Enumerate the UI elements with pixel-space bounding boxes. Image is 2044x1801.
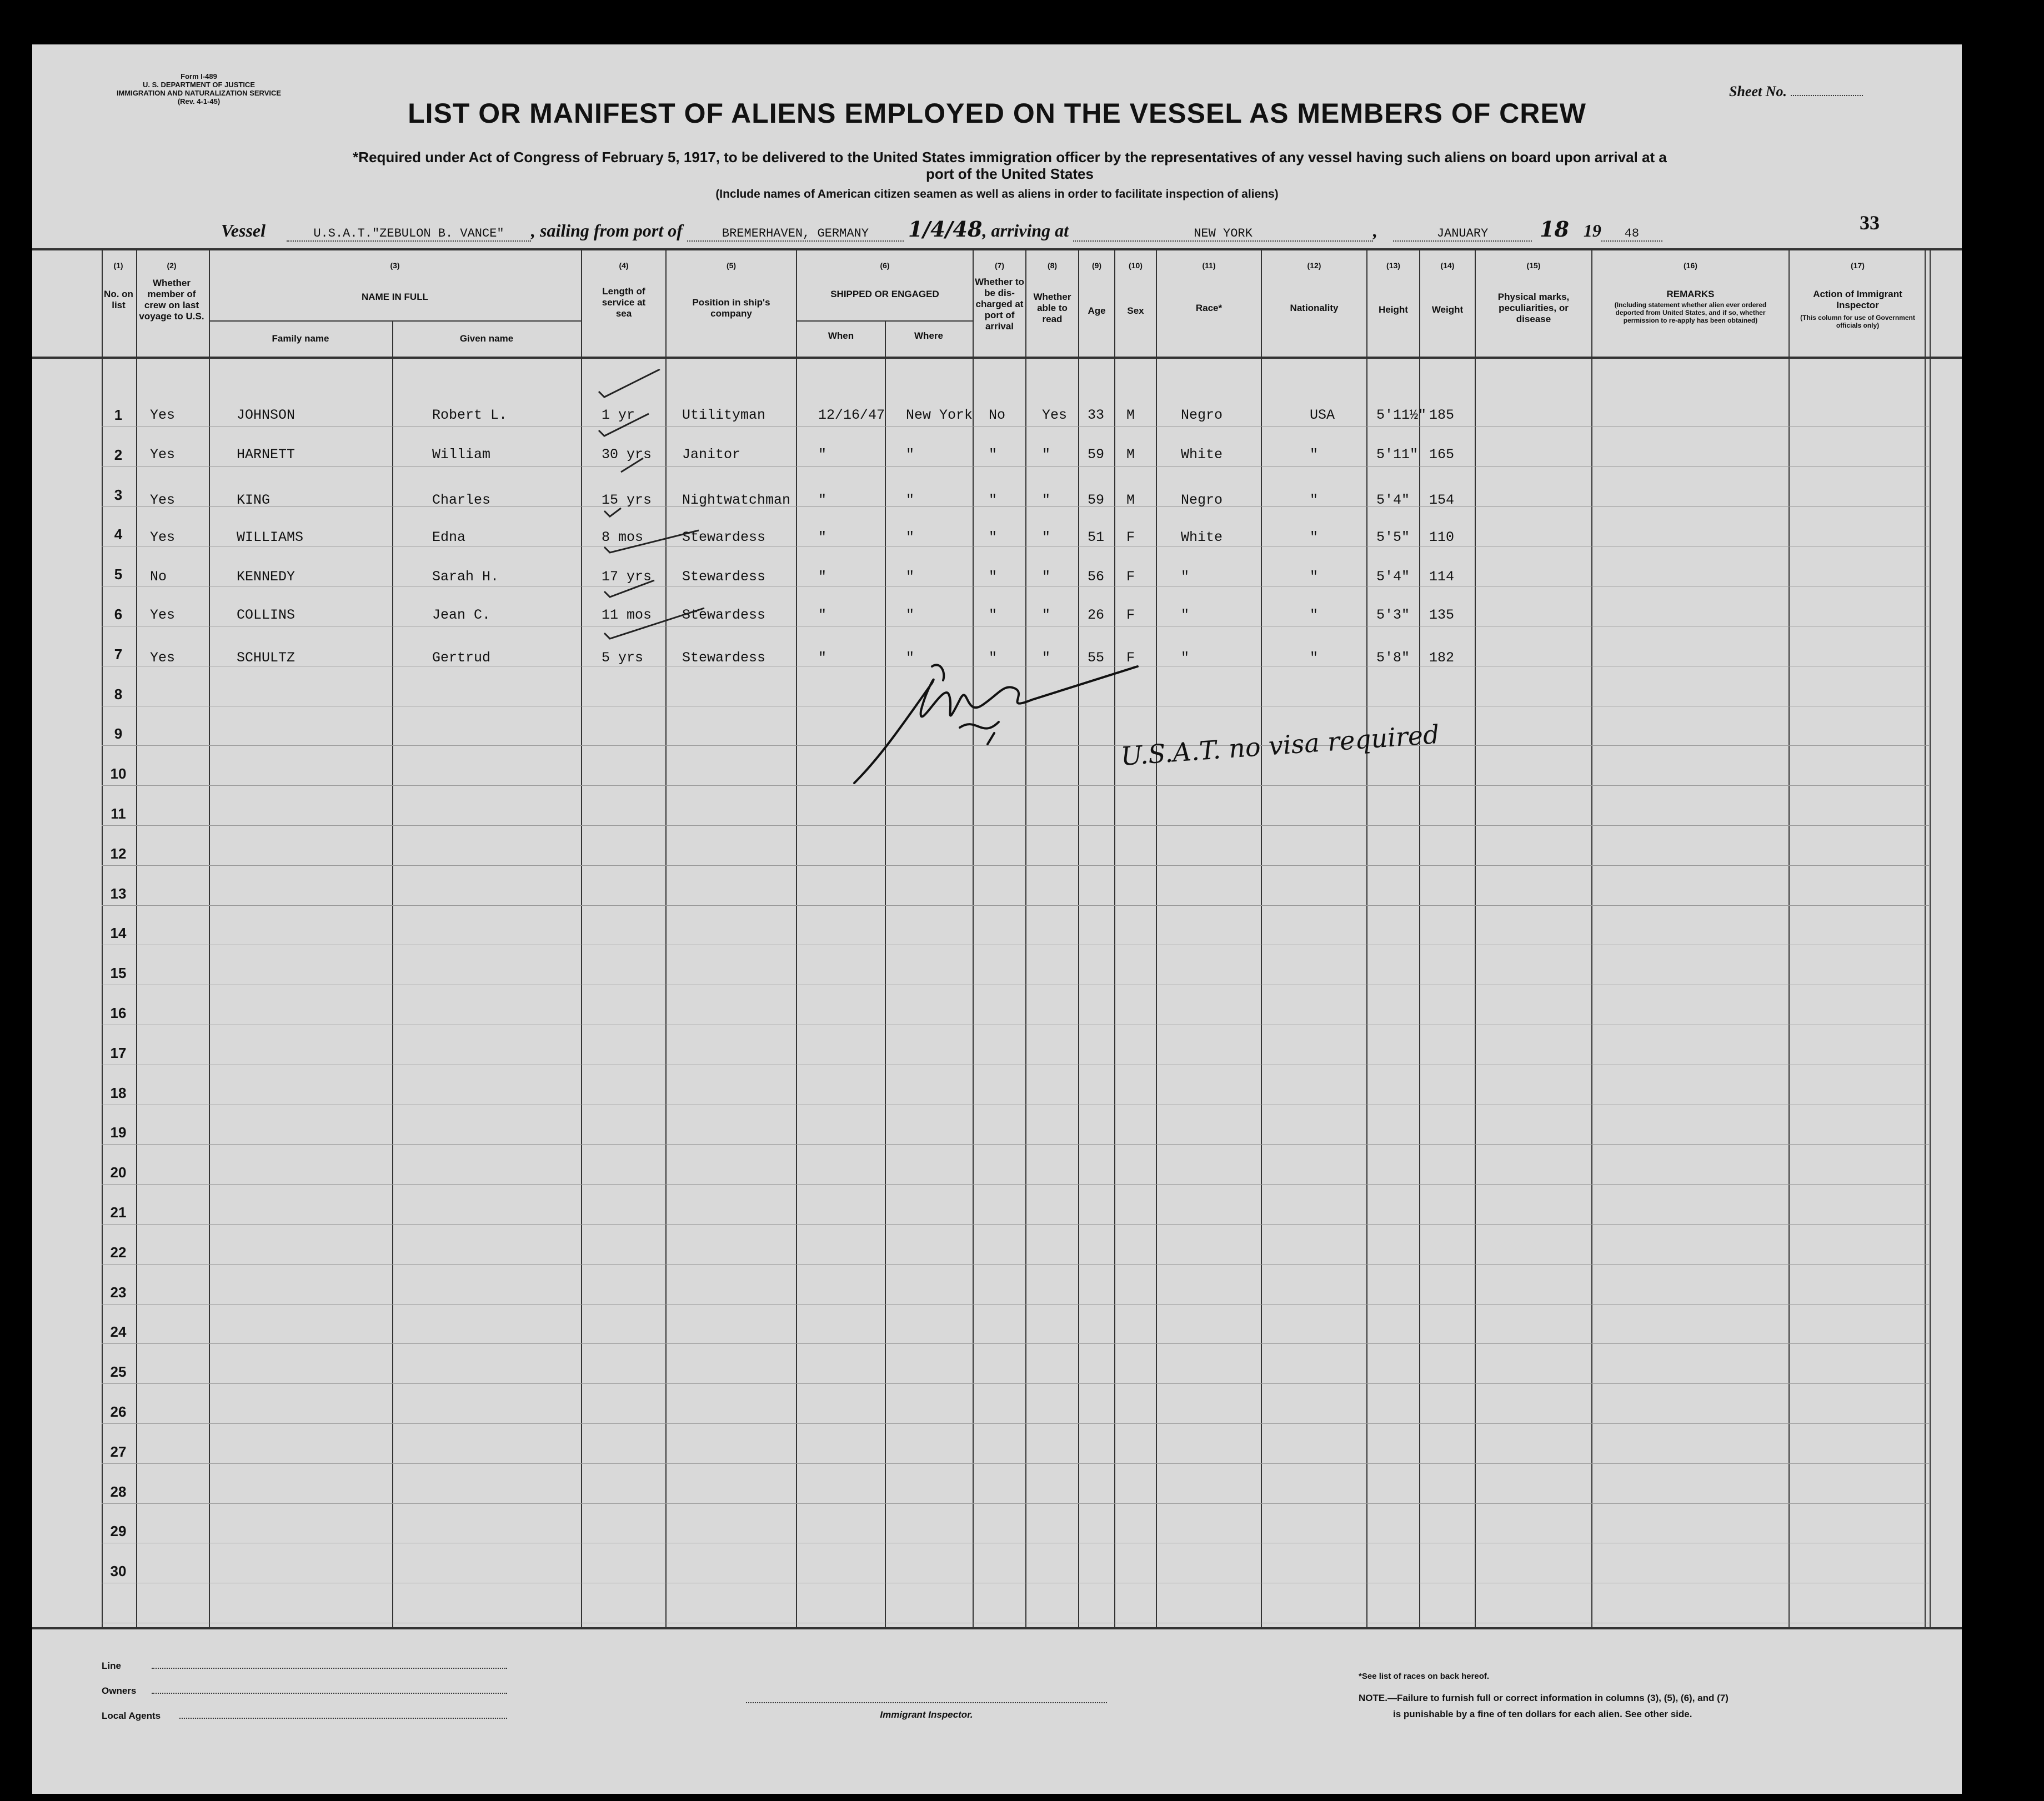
ruled-line xyxy=(102,1383,1929,1384)
where-header: Where xyxy=(914,330,943,341)
col4-header: Length of service at sea xyxy=(602,286,646,319)
footer-agents-row xyxy=(102,1710,507,1722)
sailing-date-handwritten: 1/4/48 xyxy=(908,217,983,242)
vessel-label: Vessel xyxy=(221,220,265,240)
row-number: 19 xyxy=(110,1124,127,1141)
crew-able-to-read: " xyxy=(1042,529,1051,545)
crew-given-name: Gertrud xyxy=(432,650,491,666)
sheet-label: Sheet No. xyxy=(1729,83,1787,99)
ruled-line xyxy=(102,1423,1929,1424)
ruled-line xyxy=(102,1264,1929,1265)
crew-family-name: KING xyxy=(237,492,270,508)
crew-family-name: HARNETT xyxy=(237,447,295,463)
crew-length-of-service: 30 yrs xyxy=(602,447,652,463)
column-divider xyxy=(1419,248,1420,1628)
crew-weight: 154 xyxy=(1429,492,1455,508)
row-number: 21 xyxy=(110,1204,127,1221)
crew-height: 5'11½" xyxy=(1376,407,1427,423)
crew-age: 51 xyxy=(1088,529,1105,545)
crew-able-to-read: " xyxy=(1042,569,1051,585)
crew-position: Nightwatchman xyxy=(682,492,791,508)
sheet-number-field[interactable] xyxy=(1791,95,1863,96)
sailing-label: , sailing from port of xyxy=(531,220,683,240)
col16-number: (16) xyxy=(1684,261,1697,270)
crew-length-of-service: 8 mos xyxy=(602,529,644,545)
crew-height: 5'4" xyxy=(1376,569,1410,585)
row-number: 15 xyxy=(110,965,127,981)
footer-note-1: NOTE.—Failure to furnish full or correct information in columns (3), (5), (6), and (7) xyxy=(1359,1693,1729,1703)
col14-header: Weight xyxy=(1431,304,1464,315)
footer-owners-row xyxy=(102,1685,507,1697)
crew-nationality: " xyxy=(1310,569,1319,585)
footer-note-2: is punishable by a fine of ten dollars for each alien. See other side. xyxy=(1393,1709,1692,1719)
crew-given-name: Edna xyxy=(432,529,466,545)
crew-race: White xyxy=(1181,529,1223,545)
agents-label: Local Agents xyxy=(102,1710,161,1721)
column-divider xyxy=(973,248,974,1628)
column-divider xyxy=(1591,248,1592,1628)
column-divider xyxy=(1156,248,1157,1628)
given-name-header: Given name xyxy=(459,333,514,344)
col10-header: Sex xyxy=(1127,305,1144,316)
row-number: 12 xyxy=(110,845,127,862)
crew-member-last-voyage: Yes xyxy=(150,407,176,423)
crew-family-name: COLLINS xyxy=(237,607,295,623)
crew-shipped-where: " xyxy=(906,569,915,585)
crew-given-name: Sarah H. xyxy=(432,569,499,585)
row-number: 5 xyxy=(114,566,123,583)
col2-number: (2) xyxy=(167,261,177,270)
subtitle-line-2: port of the United States xyxy=(926,165,1094,182)
crew-shipped-where: " xyxy=(906,607,915,623)
crew-shipped-when: " xyxy=(818,492,827,508)
column-divider xyxy=(1114,248,1115,1628)
column-divider xyxy=(796,248,797,1628)
column-divider xyxy=(1366,248,1367,1628)
row-number: 26 xyxy=(110,1403,127,1420)
crew-age: 59 xyxy=(1088,447,1105,463)
form-note: (Include names of American citizen seamen as well as aliens in order to facilitate inspection of aliens) xyxy=(715,188,1279,200)
when-header: When xyxy=(828,330,854,341)
crew-race: " xyxy=(1181,607,1190,623)
row-number: 9 xyxy=(114,725,123,742)
column-divider xyxy=(1925,248,1926,1628)
crew-shipped-when: " xyxy=(818,607,827,623)
crew-given-name: William xyxy=(432,447,491,463)
col11-number: (11) xyxy=(1202,261,1216,270)
table-top-border xyxy=(32,248,1962,250)
row-number: 20 xyxy=(110,1164,127,1181)
column-divider xyxy=(885,320,886,1628)
crew-member-last-voyage: Yes xyxy=(150,529,176,545)
form-subtitle xyxy=(132,149,1887,182)
crew-race: " xyxy=(1181,650,1190,666)
col5-number: (5) xyxy=(726,261,737,270)
column-divider xyxy=(1788,248,1790,1628)
crew-family-name: SCHULTZ xyxy=(237,650,295,666)
crew-nationality: USA xyxy=(1310,407,1335,423)
crew-age: 56 xyxy=(1088,569,1105,585)
crew-nationality: " xyxy=(1310,447,1319,463)
crew-position: Stewardess xyxy=(682,529,766,545)
crew-length-of-service: 11 mos xyxy=(602,607,652,623)
ruled-line xyxy=(102,865,1929,866)
ruled-line xyxy=(102,825,1929,826)
col17-number: (17) xyxy=(1851,261,1865,270)
page-title: LIST OR MANIFEST OF ALIENS EMPLOYED ON THE VESSEL AS MEMBERS OF CREW xyxy=(408,98,1586,129)
row-number: 2 xyxy=(114,447,123,463)
crew-able-to-read: Yes xyxy=(1042,407,1068,423)
crew-age: 59 xyxy=(1088,492,1105,508)
col7-header: Whether to be dis-charged at port of arrival xyxy=(975,277,1024,332)
crew-weight: 182 xyxy=(1429,650,1455,666)
crew-position: Utilityman xyxy=(682,407,766,423)
crew-weight: 114 xyxy=(1429,569,1455,585)
crew-length-of-service: 15 yrs xyxy=(602,492,652,508)
column-divider xyxy=(102,248,103,1628)
crew-given-name: Robert L. xyxy=(432,407,508,423)
ruled-line xyxy=(102,466,1929,467)
department-name: U. S. DEPARTMENT OF JUSTICE xyxy=(143,81,255,89)
crew-sex: F xyxy=(1126,529,1135,545)
column-divider xyxy=(209,248,210,1628)
col14-number: (14) xyxy=(1440,261,1455,270)
ruled-line xyxy=(102,905,1929,906)
crew-family-name: WILLIAMS xyxy=(237,529,304,545)
crew-discharged: " xyxy=(989,492,998,508)
crew-discharged: " xyxy=(989,529,998,545)
crew-shipped-when: " xyxy=(818,447,827,463)
column-divider xyxy=(581,248,582,1628)
col17-header: Action of Immigrant Inspector xyxy=(1813,289,1902,310)
crew-shipped-when: " xyxy=(818,569,827,585)
crew-shipped-when: " xyxy=(818,529,827,545)
crew-height: 5'11" xyxy=(1376,447,1419,463)
crew-length-of-service: 1 yr xyxy=(602,407,635,423)
month-field[interactable]: JANUARY xyxy=(1393,227,1532,242)
crew-member-last-voyage: Yes xyxy=(150,447,176,463)
ruled-line xyxy=(102,1503,1929,1504)
col3-header: NAME IN FULL xyxy=(362,292,428,302)
crew-discharged: No xyxy=(989,407,1006,423)
crew-race: Negro xyxy=(1181,492,1223,508)
row-number: 25 xyxy=(110,1363,127,1380)
page-number: 33 xyxy=(1860,212,1880,234)
ruled-line xyxy=(102,1343,1929,1344)
agents-field[interactable] xyxy=(179,1718,507,1719)
year-prefix: 19 xyxy=(1583,220,1601,240)
vessel-field[interactable]: U.S.A.T."ZEBULON B. VANCE" xyxy=(287,227,531,242)
col16-subheader: (Including statement whether alien ever ordered deported from United States, and if so, whether permission to re-apply has been obtained) xyxy=(1614,301,1767,324)
crew-race: " xyxy=(1181,569,1190,585)
row-number: 13 xyxy=(110,885,127,902)
crew-family-name: KENNEDY xyxy=(237,569,295,585)
crew-sex: F xyxy=(1126,650,1135,666)
ruled-line xyxy=(102,1144,1929,1145)
crew-member-last-voyage: Yes xyxy=(150,607,176,623)
row-number: 10 xyxy=(110,765,127,782)
line-field[interactable] xyxy=(152,1668,507,1669)
col9-number: (9) xyxy=(1091,261,1102,270)
crew-position: Stewardess xyxy=(682,607,766,623)
row-number: 16 xyxy=(110,1005,127,1021)
crew-nationality: " xyxy=(1310,529,1319,545)
crew-position: Stewardess xyxy=(682,569,766,585)
sailing-from-field[interactable]: BREMERHAVEN, GERMANY xyxy=(687,227,904,242)
row-number: 3 xyxy=(114,486,123,503)
checkmark-icon xyxy=(599,414,649,436)
crew-height: 5'5" xyxy=(1376,529,1410,545)
line-label: Line xyxy=(102,1660,121,1671)
row-number: 23 xyxy=(110,1284,127,1301)
col6-number: (6) xyxy=(880,261,890,270)
row-number: 27 xyxy=(110,1443,127,1460)
crew-able-to-read: " xyxy=(1042,607,1051,623)
col4-number: (4) xyxy=(619,261,629,270)
col17-subheader: (This column for use of Government officials only) xyxy=(1800,314,1915,329)
col8-number: (8) xyxy=(1047,261,1058,270)
owners-field[interactable] xyxy=(152,1693,507,1694)
crew-height: 5'4" xyxy=(1376,492,1410,508)
row-number: 8 xyxy=(114,686,123,703)
service-name: IMMIGRATION AND NATURALIZATION SERVICE xyxy=(116,89,282,97)
crew-member-last-voyage: No xyxy=(150,569,167,585)
checkmark-icon xyxy=(604,530,699,553)
col15-header: Physical marks, peculiarities, or disease xyxy=(1497,292,1570,324)
crew-given-name: Jean C. xyxy=(432,607,491,623)
row-number: 28 xyxy=(110,1483,127,1500)
form-number: Form I-489 xyxy=(181,72,217,81)
col16-header: REMARKS xyxy=(1666,289,1715,299)
row-number: 18 xyxy=(110,1085,127,1101)
subtitle-line-1: *Required under Act of Congress of February 5, 1917, to be delivered to the United States immigration officer by the representatives of any vessel having such aliens on board upon arrival at a xyxy=(353,149,1667,165)
crew-weight: 135 xyxy=(1429,607,1455,623)
year-field[interactable]: 48 xyxy=(1601,227,1662,242)
checkmark-icon xyxy=(604,580,654,597)
table-bottom-border xyxy=(32,1627,1962,1629)
column-divider xyxy=(1475,248,1476,1628)
crew-able-to-read: " xyxy=(1042,447,1051,463)
row-number: 29 xyxy=(110,1523,127,1539)
crew-discharged: " xyxy=(989,569,998,585)
crew-sex: F xyxy=(1126,607,1135,623)
checkmark-icon xyxy=(604,508,621,516)
col5-header: Position in ship's company xyxy=(692,297,770,319)
row-number: 6 xyxy=(114,606,123,623)
crew-shipped-where: " xyxy=(906,529,915,545)
manifest-sheet xyxy=(32,44,1962,1794)
inspector-label: Immigrant Inspector. xyxy=(880,1709,973,1720)
family-name-header: Family name xyxy=(272,333,329,344)
inspector-signature-line[interactable] xyxy=(746,1702,1107,1703)
crew-weight: 185 xyxy=(1429,407,1455,423)
ruled-line xyxy=(102,1224,1929,1225)
owners-label: Owners xyxy=(102,1685,137,1696)
crew-family-name: JOHNSON xyxy=(237,407,295,423)
col13-number: (13) xyxy=(1386,261,1400,270)
crew-age: 26 xyxy=(1088,607,1105,623)
crew-race: Negro xyxy=(1181,407,1223,423)
column-divider xyxy=(392,320,393,1628)
row-number: 7 xyxy=(114,646,123,663)
arriving-at-field[interactable]: NEW YORK xyxy=(1073,227,1373,242)
crew-shipped-where: " xyxy=(906,492,915,508)
row-number: 22 xyxy=(110,1244,127,1261)
crew-weight: 165 xyxy=(1429,447,1455,463)
inspector-signature xyxy=(849,650,1149,794)
form-revision: (Rev. 4-1-45) xyxy=(177,97,221,106)
arriving-label: , arriving at xyxy=(982,220,1069,240)
crew-member-last-voyage: Yes xyxy=(150,650,176,666)
checkmark-icon xyxy=(599,369,660,397)
row-number: 1 xyxy=(114,407,123,423)
ruled-line xyxy=(102,506,1929,507)
crew-discharged: " xyxy=(989,447,998,463)
column-divider xyxy=(1261,248,1262,1628)
vessel-row: Vessel U.S.A.T."ZEBULON B. VANCE" , sailing from port of BREMERHAVEN, GERMANY 1/4/48, arriving at NEW YORK , JANUARY 18 19 48 xyxy=(221,217,1662,242)
col6-header: SHIPPED OR ENGAGED xyxy=(830,289,939,299)
crew-nationality: " xyxy=(1310,650,1319,666)
col15-number: (15) xyxy=(1526,261,1541,270)
day-handwritten[interactable]: 18 xyxy=(1540,217,1569,242)
column-divider xyxy=(136,248,137,1628)
races-note: *See list of races on back hereof. xyxy=(1359,1672,1490,1681)
crew-shipped-where: " xyxy=(906,650,915,666)
checkmark-icon xyxy=(604,608,704,639)
row-number: 14 xyxy=(110,925,127,941)
col12-header: Nationality xyxy=(1290,303,1339,313)
footer-line-row xyxy=(102,1660,507,1672)
service-checkmarks xyxy=(588,369,715,714)
col12-number: (12) xyxy=(1307,261,1321,270)
crew-sex: M xyxy=(1126,492,1135,508)
col2-header: Whether member of crew on last voyage to U.S. xyxy=(139,278,204,322)
crew-sex: M xyxy=(1126,447,1135,463)
row-number: 17 xyxy=(110,1045,127,1061)
crew-shipped-when: " xyxy=(818,650,827,666)
crew-length-of-service: 5 yrs xyxy=(602,650,644,666)
col9-header: Age xyxy=(1088,305,1106,316)
row-number: 11 xyxy=(111,805,126,822)
column-divider xyxy=(1025,248,1026,1628)
row-number: 24 xyxy=(110,1323,127,1340)
crew-length-of-service: 17 yrs xyxy=(602,569,652,585)
col3-number: (3) xyxy=(390,261,400,270)
crew-position: Stewardess xyxy=(682,650,766,666)
crew-age: 33 xyxy=(1088,407,1105,423)
crew-member-last-voyage: Yes xyxy=(150,492,176,508)
ruled-line xyxy=(102,1463,1929,1464)
crew-sex: F xyxy=(1126,569,1135,585)
crew-height: 5'8" xyxy=(1376,650,1410,666)
col8-header: Whether able to read xyxy=(1033,292,1071,324)
checkmark-icon xyxy=(621,458,643,472)
col13-header: Height xyxy=(1379,304,1408,315)
crew-nationality: " xyxy=(1310,607,1319,623)
crew-nationality: " xyxy=(1310,492,1319,508)
row-number: 4 xyxy=(114,526,123,543)
col10-number: (10) xyxy=(1129,261,1143,270)
row-number: 30 xyxy=(110,1563,127,1579)
column-divider xyxy=(1078,248,1079,1628)
ruled-line xyxy=(102,1184,1929,1185)
col1-number: (1) xyxy=(113,261,123,270)
crew-able-to-read: " xyxy=(1042,650,1051,666)
handwritten-remark: U.S.A.T. no visa required xyxy=(1120,719,1441,771)
col7-number: (7) xyxy=(994,261,1005,270)
column-divider xyxy=(1930,248,1931,1628)
crew-race: White xyxy=(1181,447,1223,463)
crew-shipped-when: 12/16/47 xyxy=(818,407,885,423)
crew-position: Janitor xyxy=(682,447,741,463)
crew-shipped-where: New York xyxy=(906,407,973,423)
crew-sex: M xyxy=(1126,407,1135,423)
name-subheader-rule xyxy=(209,320,581,322)
crew-discharged: " xyxy=(989,607,998,623)
col1-header: No. on list xyxy=(104,289,133,310)
crew-shipped-where: " xyxy=(906,447,915,463)
ruled-line xyxy=(102,1304,1929,1305)
crew-discharged: " xyxy=(989,650,998,666)
crew-age: 55 xyxy=(1088,650,1105,666)
crew-height: 5'3" xyxy=(1376,607,1410,623)
header-bottom-border xyxy=(32,357,1962,359)
col11-header: Race* xyxy=(1195,303,1223,313)
crew-weight: 110 xyxy=(1429,529,1455,545)
crew-able-to-read: " xyxy=(1042,492,1051,508)
crew-given-name: Charles xyxy=(432,492,491,508)
